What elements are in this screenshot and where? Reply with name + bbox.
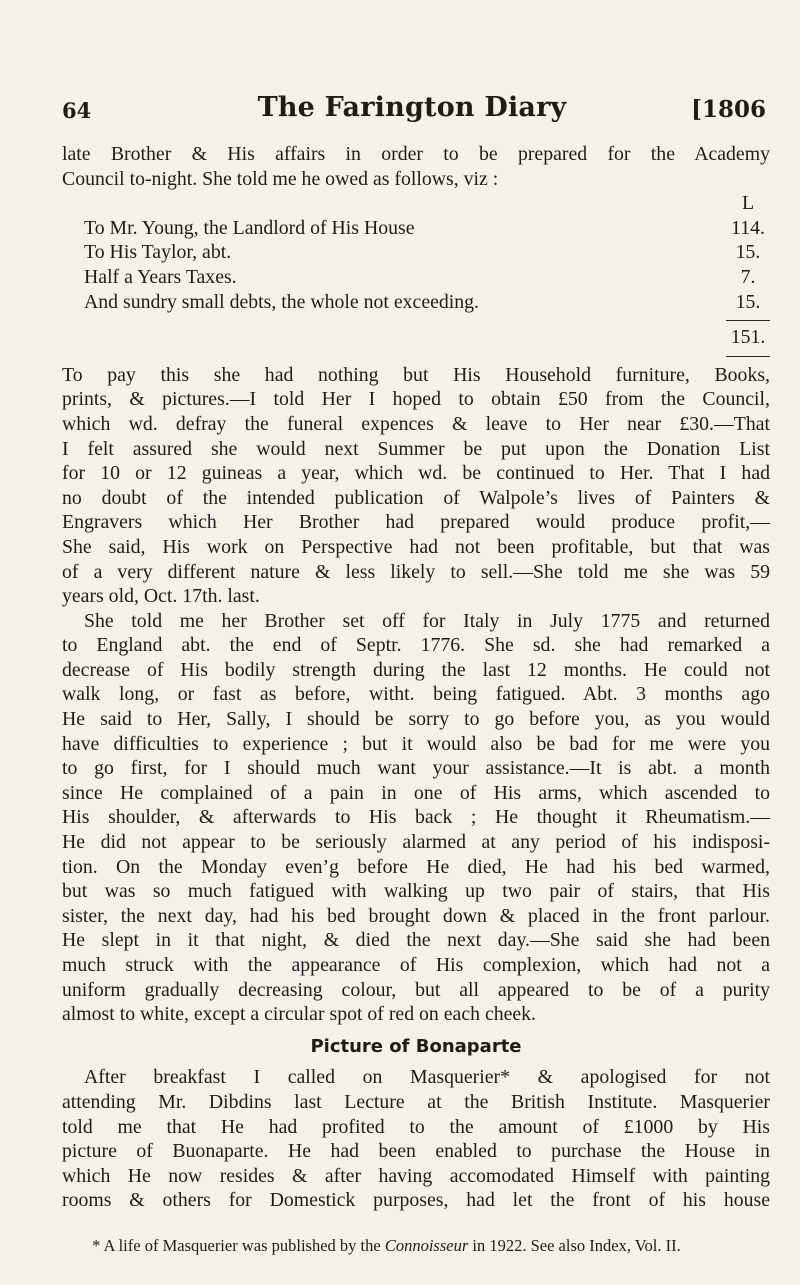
paragraph-2 xyxy=(62,609,770,1027)
text-line: She said, His work on Perspective had not been profitable, but that was xyxy=(62,535,770,558)
text-line: Engravers which Her Brother had prepared would produce profit,— xyxy=(62,511,770,534)
debt-amount: 114. xyxy=(731,216,765,239)
paragraph-3 xyxy=(62,1065,770,1213)
total-row xyxy=(84,325,770,350)
text-line: rooms & others for Domestick purposes, had let the front of his house xyxy=(62,1189,770,1212)
text-line: almost to white, except a circular spot of red on each cheek. xyxy=(62,1003,537,1026)
section-heading: Picture of Bonaparte xyxy=(310,1035,522,1057)
text-line: uniform gradually decreasing colour, but all appeared to be of a purity xyxy=(62,978,770,1001)
debt-label: Half a Years Taxes. xyxy=(84,265,237,288)
total-rule-bottom xyxy=(726,356,770,357)
text-line: to England abt. the end of Septr. 1776. She sd. she had remarked a xyxy=(62,634,770,657)
currency-row xyxy=(84,191,770,216)
text-line: He slept in it that night, & died the next day.—She said she had been xyxy=(62,929,770,952)
text-line: which wd. defray the funeral expences & leave to Her near £30.—That xyxy=(62,412,770,435)
text-line: tion. On the Monday even’g before He died, He had his bed warmed, xyxy=(62,855,770,878)
paragraph-1 xyxy=(62,363,770,609)
table-row xyxy=(84,216,770,241)
total-rule-top xyxy=(726,320,770,321)
text-line: of a very different nature & less likely to sell.—She told me she was 59 xyxy=(62,560,770,583)
text-line: sister, the next day, had his bed brought down & placed in the front parlour. xyxy=(62,904,770,927)
text-line: decrease of His bodily strength during the last 12 months. He could not xyxy=(62,658,770,681)
text-line: years old, Oct. 17th. last. xyxy=(62,585,260,608)
running-header xyxy=(62,92,766,132)
text-line: much struck with the appearance of His complexion, which had not a xyxy=(62,954,770,976)
text-line: told me that He had profited to the amount of £1000 by His xyxy=(62,1115,770,1138)
table-row xyxy=(84,240,770,265)
text-line: to go first, for I should much want your assistance.—It is abt. a month xyxy=(62,757,770,780)
text-line: After breakfast I called on Masquerier* & apologised for not xyxy=(84,1066,770,1089)
footnote-text: * A life of Masquerier was published by the xyxy=(92,1236,385,1255)
text-line: for 10 or 12 guineas a year, which wd. be continued to Her. That I had xyxy=(62,462,770,485)
page-body xyxy=(62,142,770,1213)
text-line: He did not appear to be seriously alarmed at any period of his indisposi- xyxy=(62,831,770,854)
text-line: picture of Buonaparte. He had been enabled to purchase the House in xyxy=(62,1140,770,1163)
text-line: have difficulties to experience ; but it would also be bad for me were you xyxy=(62,732,770,755)
footnote-text-end: in 1922. See also Index, Vol. II. xyxy=(468,1236,681,1255)
debt-label: And sundry small debts, the whole not exceeding. xyxy=(84,290,479,313)
debt-total: 151. xyxy=(730,326,766,349)
text-line: To pay this she had nothing but His Household furniture, Books, xyxy=(62,363,770,386)
text-line: late Brother & His affairs in order to be prepared for the Academy xyxy=(62,143,770,165)
text-line: since He complained of a pain in one of His arms, which ascended to xyxy=(62,781,770,804)
text-line: Council to-night. She told me he owed as follows, viz : xyxy=(62,167,499,190)
text-line: I felt assured she would next Summer be put upon the Donation List xyxy=(62,437,770,460)
footnote-journal: Connoisseur xyxy=(384,1236,469,1255)
header-year: [1806 xyxy=(691,96,766,123)
text-line: His shoulder, & afterwards to His back ; He thought it Rheumatism.— xyxy=(62,806,770,829)
table-row xyxy=(84,265,770,290)
text-line: but was so much fatigued with walking up two pair of stairs, that His xyxy=(62,880,770,903)
debt-amount: 15. xyxy=(735,290,761,313)
currency-label: L xyxy=(741,192,755,215)
debts-table xyxy=(84,191,770,357)
text-line: attending Mr. Dibdins last Lecture at the British Institute. Masquerier xyxy=(62,1090,770,1113)
debt-label: To His Taylor, abt. xyxy=(84,241,232,264)
debt-amount: 7. xyxy=(740,265,756,288)
table-row xyxy=(84,290,770,315)
debt-amount: 15. xyxy=(735,241,761,264)
text-line: which He now resides & after having accomodated Himself with painting xyxy=(62,1164,770,1187)
debt-label: To Mr. Young, the Landlord of His House xyxy=(84,216,415,239)
page-number: 64 xyxy=(62,98,92,123)
page-title: The Farington Diary xyxy=(257,92,567,123)
text-line: prints, & pictures.—I told Her I hoped to obtain £50 from the Council, xyxy=(62,388,770,411)
footnote xyxy=(92,1236,772,1256)
text-line: no doubt of the intended publication of Walpole’s lives of Painters & xyxy=(62,486,770,509)
intro-paragraph xyxy=(62,142,770,191)
text-line: He said to Her, Sally, I should be sorry to go before you, as you would xyxy=(62,708,770,731)
text-line: walk long, or fast as before, witht. being fatigued. Abt. 3 months ago xyxy=(62,683,770,706)
text-line: She told me her Brother set off for Italy in July 1775 and returned xyxy=(84,609,770,632)
